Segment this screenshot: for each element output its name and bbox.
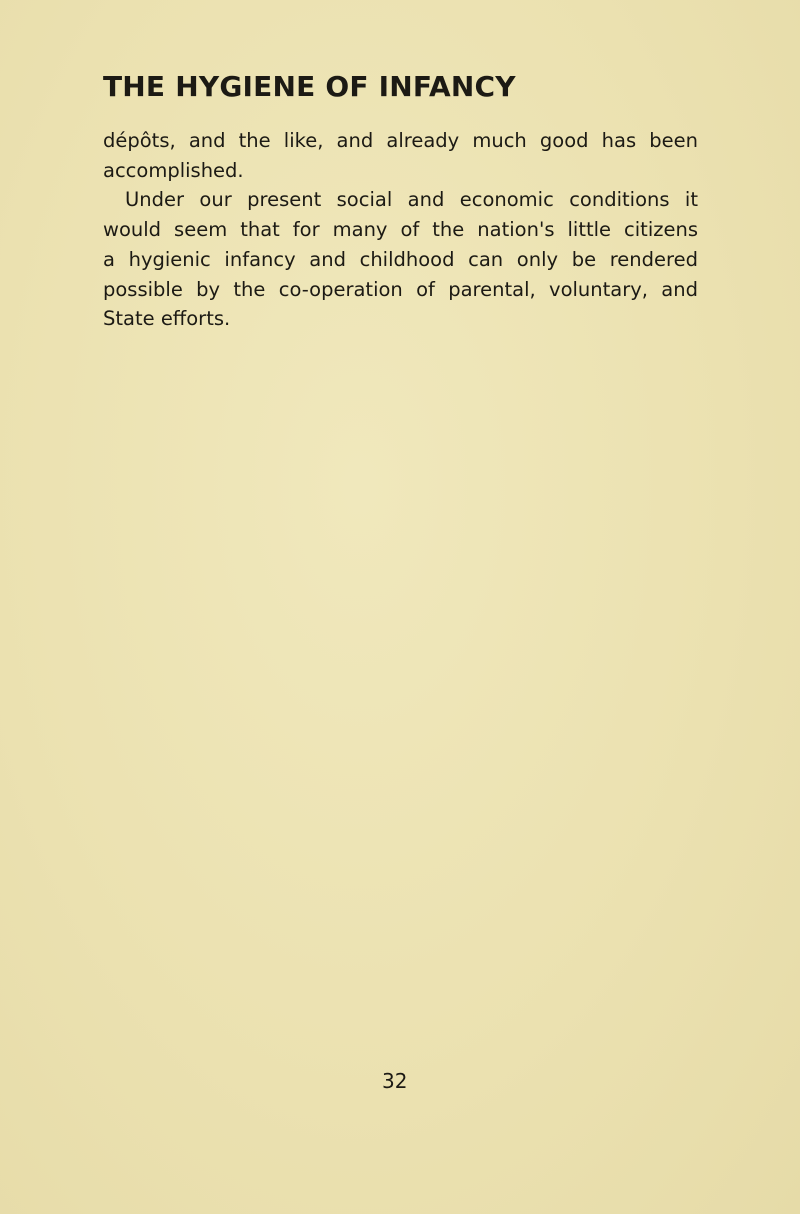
paragraph-text [103,126,698,334]
text-line: possible by the co-operation of parental, voluntary, and [103,277,698,301]
text-line: Under our present social and economic conditions it [125,188,698,212]
text-line: State efforts. [103,307,231,331]
running-head: THE HYGIENE OF INFANCY [103,70,516,103]
text-line: dépôts, and the like, and already much good has been [103,129,698,152]
page-number: 32 [382,1069,408,1093]
text-line: a hygienic infancy and childhood can only be rendered [103,247,698,271]
text-line: would seem that for many of the nation's little citizens [103,218,698,242]
text-line: accomplished. [103,158,244,182]
page-body [103,70,698,334]
